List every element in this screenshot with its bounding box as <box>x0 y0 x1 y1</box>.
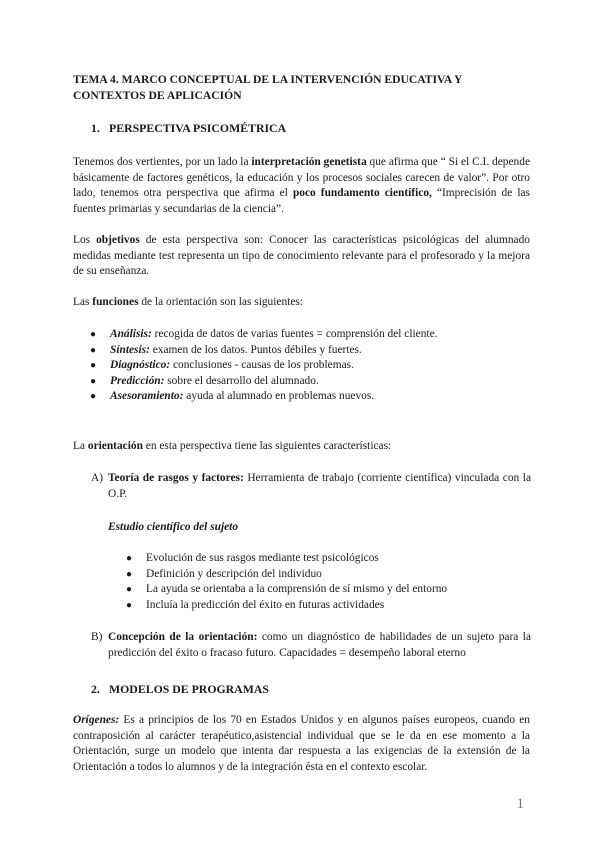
objetivos-paragraph: Los objetivos de esta perspectiva son: Conocer las características psicológicas del alumnado medidas mediante test representa un tipo de conocimiento relevante para el profesorado y la mejora de su enseñanza. <box>73 234 530 278</box>
item-b-text: como un diagnóstico de habilidades de un sujeto para la predicción del éxito o fracaso futuro. Capacidades = desempeño laboral eterno <box>108 631 531 659</box>
section-2-heading: MODELOS DE PROGRAMAS <box>109 682 269 696</box>
estudio-heading: Estudio científico del sujeto <box>108 521 239 533</box>
bullet-icon: ● <box>90 344 97 356</box>
estudio-list <box>126 551 448 613</box>
list-item: ● Evolución de sus rasgos mediante test psicológicos <box>146 551 447 567</box>
item-a <box>91 471 531 502</box>
funciones-paragraph: Las funciones de la orientación son las siguientes: <box>73 296 303 308</box>
item-b-letter: B) <box>91 631 103 643</box>
bullet-icon: ● <box>126 584 133 596</box>
section-1-heading: PERSPECTIVA PSICOMÉTRICA <box>109 121 287 135</box>
funciones-term: funciones <box>92 296 139 308</box>
orientacion-term: orientación <box>87 440 143 452</box>
genetista-term: interpretación genetista <box>251 156 367 168</box>
funciones-list <box>90 327 438 405</box>
bullet-icon: ● <box>90 329 97 340</box>
bullet-icon: ● <box>90 375 97 387</box>
origenes-paragraph <box>73 713 530 775</box>
list-item: ● Predicción: sobre el desarrollo del alumnado. <box>110 374 438 390</box>
intro-paragraph: Tenemos dos vertientes, por un lado la interpretación genetista que afirma que “ Si el C.I. depende básicamente de factores genéticos, la educación y los procesos sociales carecen de valor”. Por otro lado, tenemos otra perspectiva que afirma el poco fundamento científico, “Imprecisión de las fuentes primarias y secundarias de la ciencia”. <box>73 156 530 215</box>
origenes-text: Es a principios de los 70 en Estados Unidos y en algunos países europeos, cuando en contraposición al carácter terapéutico,asistencial individual que se le da en ese momento a la Orientación, surge un modelo que intenta dar respuesta a las exigencias de la extensión de la Orientación a todos lo alumnos y de la integración ésta en el contexto escolar. <box>73 714 530 773</box>
page-number: 1 <box>516 796 524 812</box>
document-title: TEMA 4. MARCO CONCEPTUAL DE LA INTERVENCIÓN EDUCATIVA Y CONTEXTOS DE APLICACIÓN <box>73 73 462 102</box>
item-b <box>91 630 531 661</box>
fundamento-term: poco fundamento científico, <box>292 187 432 200</box>
list-item: ● Asesoramiento: ayuda al alumnado en problemas nuevos. <box>110 389 438 405</box>
origenes-label: Orígenes: <box>73 714 120 726</box>
list-item: ● Definición y descripción del individuo <box>146 567 447 583</box>
section-2-number: 2. <box>91 682 100 696</box>
list-item: ● La ayuda se orientaba a la comprensión de sí mismo y del entorno <box>146 582 447 598</box>
item-a-label: Teoría de rasgos y factores: <box>108 472 244 484</box>
list-item: ● Incluía la predicción del éxito en futuras actividades <box>146 598 447 614</box>
bullet-icon: ● <box>126 553 133 564</box>
list-item: ● Diagnóstico: conclusiones - causas de los problemas. <box>110 358 438 374</box>
item-a-letter: A) <box>91 472 104 484</box>
bullet-icon: ● <box>126 568 133 580</box>
orientacion-paragraph: La orientación en esta perspectiva tiene las siguientes características: <box>73 440 392 452</box>
item-b-label: Concepción de la orientación: <box>108 631 258 643</box>
list-item: ● Análisis: recogida de datos de varias fuentes = comprensión del cliente. <box>110 327 438 343</box>
bullet-icon: ● <box>126 599 133 611</box>
objetivos-term: objetivos <box>96 234 140 246</box>
item-a-text: Herramienta de trabajo (corriente científica) vinculada con la O.P. <box>108 472 531 500</box>
bullet-icon: ● <box>90 391 97 403</box>
bullet-icon: ● <box>90 360 97 372</box>
section-1-number: 1. <box>91 121 100 135</box>
list-item: ● Síntesis: examen de los datos. Puntos débiles y fuertes. <box>110 343 438 359</box>
